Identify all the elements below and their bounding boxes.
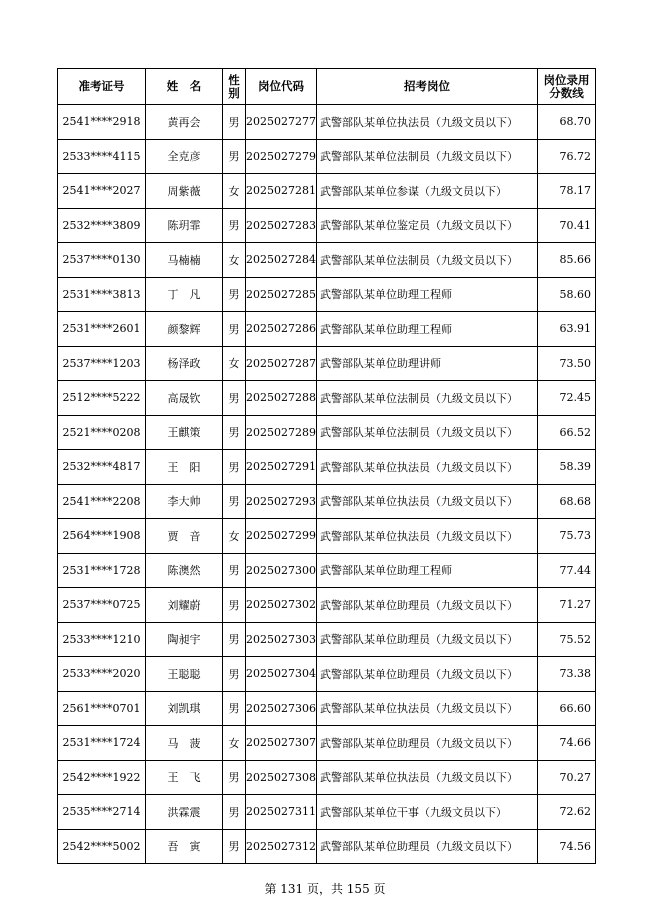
cell-gender: 男 bbox=[223, 760, 246, 795]
cell-gender: 男 bbox=[223, 277, 246, 312]
header-post-code: 岗位代码 bbox=[246, 69, 317, 105]
cell-post-code: 2025027299 bbox=[246, 519, 317, 554]
cell-post: 武警部队某单位助理员（九级文员以下） bbox=[317, 622, 538, 657]
cell-exam-id: 2531****1728 bbox=[58, 553, 146, 588]
table-row bbox=[58, 588, 596, 623]
page-number: 第 131 页，共 155 页 bbox=[264, 882, 386, 896]
cell-score: 58.60 bbox=[538, 277, 596, 312]
header-score-line-text: 岗位录用分数线 bbox=[543, 72, 590, 100]
header-gender-text: 性别 bbox=[228, 72, 240, 100]
cell-post-code: 2025027281 bbox=[246, 174, 317, 209]
cell-exam-id: 2541****2918 bbox=[58, 105, 146, 140]
table-row bbox=[58, 622, 596, 657]
cell-score: 58.39 bbox=[538, 450, 596, 485]
cell-post-code: 2025027289 bbox=[246, 415, 317, 450]
cell-post-code: 2025027293 bbox=[246, 484, 317, 519]
cell-gender: 女 bbox=[223, 726, 246, 761]
cell-score: 75.52 bbox=[538, 622, 596, 657]
table-header-row bbox=[58, 69, 596, 105]
cell-gender: 女 bbox=[223, 243, 246, 278]
cell-gender: 男 bbox=[223, 415, 246, 450]
cell-gender: 女 bbox=[223, 519, 246, 554]
cell-gender: 男 bbox=[223, 829, 246, 864]
cell-score: 72.62 bbox=[538, 795, 596, 830]
cell-gender: 男 bbox=[223, 622, 246, 657]
cell-score: 63.91 bbox=[538, 312, 596, 347]
cell-gender: 男 bbox=[223, 105, 246, 140]
cell-exam-id: 2532****4817 bbox=[58, 450, 146, 485]
cell-exam-id: 2537****1203 bbox=[58, 346, 146, 381]
cell-score: 74.66 bbox=[538, 726, 596, 761]
cell-exam-id: 2533****1210 bbox=[58, 622, 146, 657]
cell-exam-id: 2541****2027 bbox=[58, 174, 146, 209]
cell-name: 周紫薇 bbox=[146, 174, 223, 209]
cell-score: 70.41 bbox=[538, 208, 596, 243]
cell-exam-id: 2531****2601 bbox=[58, 312, 146, 347]
table-row bbox=[58, 243, 596, 278]
cell-post: 武警部队某单位法制员（九级文员以下） bbox=[317, 381, 538, 416]
cell-exam-id: 2521****0208 bbox=[58, 415, 146, 450]
cell-post: 武警部队某单位干事（九级文员以下） bbox=[317, 795, 538, 830]
cell-post: 武警部队某单位执法员（九级文员以下） bbox=[317, 450, 538, 485]
cell-exam-id: 2542****5002 bbox=[58, 829, 146, 864]
cell-post-code: 2025027288 bbox=[246, 381, 317, 416]
cell-name: 丁 凡 bbox=[146, 277, 223, 312]
cell-gender: 男 bbox=[223, 588, 246, 623]
cell-post-code: 2025027286 bbox=[246, 312, 317, 347]
table-row bbox=[58, 277, 596, 312]
cell-gender: 男 bbox=[223, 691, 246, 726]
cell-name: 王麒策 bbox=[146, 415, 223, 450]
cell-exam-id: 2535****2714 bbox=[58, 795, 146, 830]
cell-post-code: 2025027283 bbox=[246, 208, 317, 243]
cell-name: 王聪聪 bbox=[146, 657, 223, 692]
cell-name: 马楠楠 bbox=[146, 243, 223, 278]
cell-post: 武警部队某单位助理员（九级文员以下） bbox=[317, 588, 538, 623]
cell-name: 全克彦 bbox=[146, 139, 223, 174]
cell-name: 陈玥霏 bbox=[146, 208, 223, 243]
cell-name: 刘凯琪 bbox=[146, 691, 223, 726]
header-exam-id: 准考证号 bbox=[58, 69, 146, 105]
header-post: 招考岗位 bbox=[317, 69, 538, 105]
cell-exam-id: 2564****1908 bbox=[58, 519, 146, 554]
cell-post: 武警部队某单位参谋（九级文员以下） bbox=[317, 174, 538, 209]
cell-exam-id: 2542****1922 bbox=[58, 760, 146, 795]
table-row bbox=[58, 726, 596, 761]
table-row bbox=[58, 450, 596, 485]
cell-post-code: 2025027287 bbox=[246, 346, 317, 381]
cell-post: 武警部队某单位法制员（九级文员以下） bbox=[317, 139, 538, 174]
cell-exam-id: 2537****0130 bbox=[58, 243, 146, 278]
cell-name: 陈澳然 bbox=[146, 553, 223, 588]
cell-name: 王 阳 bbox=[146, 450, 223, 485]
cell-gender: 男 bbox=[223, 208, 246, 243]
table-row bbox=[58, 760, 596, 795]
cell-post-code: 2025027307 bbox=[246, 726, 317, 761]
cell-post-code: 2025027311 bbox=[246, 795, 317, 830]
cell-name: 马 菠 bbox=[146, 726, 223, 761]
table-row bbox=[58, 484, 596, 519]
cell-name: 刘耀蔚 bbox=[146, 588, 223, 623]
cell-post: 武警部队某单位执法员（九级文员以下） bbox=[317, 691, 538, 726]
table-row bbox=[58, 346, 596, 381]
cell-score: 70.27 bbox=[538, 760, 596, 795]
cell-post: 武警部队某单位执法员（九级文员以下） bbox=[317, 105, 538, 140]
cell-name: 洪霖震 bbox=[146, 795, 223, 830]
table-row bbox=[58, 174, 596, 209]
cell-post-code: 2025027302 bbox=[246, 588, 317, 623]
cell-post-code: 2025027312 bbox=[246, 829, 317, 864]
cell-post: 武警部队某单位助理员（九级文员以下） bbox=[317, 657, 538, 692]
table-row bbox=[58, 519, 596, 554]
cell-gender: 男 bbox=[223, 139, 246, 174]
table-row bbox=[58, 657, 596, 692]
cell-score: 85.66 bbox=[538, 243, 596, 278]
cell-score: 75.73 bbox=[538, 519, 596, 554]
cell-post: 武警部队某单位助理讲师 bbox=[317, 346, 538, 381]
cell-gender: 女 bbox=[223, 174, 246, 209]
cell-name: 陶昶宇 bbox=[146, 622, 223, 657]
cell-post-code: 2025027303 bbox=[246, 622, 317, 657]
cell-gender: 男 bbox=[223, 553, 246, 588]
cell-name: 杨泽政 bbox=[146, 346, 223, 381]
table-row bbox=[58, 312, 596, 347]
table-row bbox=[58, 105, 596, 140]
cell-name: 颜黎辉 bbox=[146, 312, 223, 347]
cell-post-code: 2025027277 bbox=[246, 105, 317, 140]
cell-score: 66.52 bbox=[538, 415, 596, 450]
cell-score: 78.17 bbox=[538, 174, 596, 209]
cell-exam-id: 2541****2208 bbox=[58, 484, 146, 519]
cell-name: 王 飞 bbox=[146, 760, 223, 795]
cell-name: 高晟钦 bbox=[146, 381, 223, 416]
cell-name: 黄再会 bbox=[146, 105, 223, 140]
cell-post-code: 2025027300 bbox=[246, 553, 317, 588]
cell-exam-id: 2531****3813 bbox=[58, 277, 146, 312]
cell-gender: 男 bbox=[223, 381, 246, 416]
cell-gender: 男 bbox=[223, 657, 246, 692]
cell-score: 72.45 bbox=[538, 381, 596, 416]
cell-post: 武警部队某单位法制员（九级文员以下） bbox=[317, 415, 538, 450]
cell-name: 李大帅 bbox=[146, 484, 223, 519]
cell-gender: 男 bbox=[223, 484, 246, 519]
cell-exam-id: 2537****0725 bbox=[58, 588, 146, 623]
cell-score: 68.68 bbox=[538, 484, 596, 519]
cell-post: 武警部队某单位执法员（九级文员以下） bbox=[317, 760, 538, 795]
cell-score: 74.56 bbox=[538, 829, 596, 864]
cell-post-code: 2025027285 bbox=[246, 277, 317, 312]
cell-gender: 男 bbox=[223, 795, 246, 830]
table-row bbox=[58, 208, 596, 243]
cell-exam-id: 2531****1724 bbox=[58, 726, 146, 761]
cell-post: 武警部队某单位助理工程师 bbox=[317, 277, 538, 312]
table-row bbox=[58, 829, 596, 864]
cell-score: 71.27 bbox=[538, 588, 596, 623]
table-row bbox=[58, 691, 596, 726]
cell-post-code: 2025027279 bbox=[246, 139, 317, 174]
results-table bbox=[57, 68, 596, 864]
header-gender bbox=[223, 69, 246, 105]
table-row bbox=[58, 415, 596, 450]
cell-exam-id: 2561****0701 bbox=[58, 691, 146, 726]
cell-name: 贾 音 bbox=[146, 519, 223, 554]
cell-exam-id: 2532****3809 bbox=[58, 208, 146, 243]
cell-exam-id: 2512****5222 bbox=[58, 381, 146, 416]
cell-post-code: 2025027308 bbox=[246, 760, 317, 795]
cell-score: 73.50 bbox=[538, 346, 596, 381]
cell-post-code: 2025027306 bbox=[246, 691, 317, 726]
header-name: 姓 名 bbox=[146, 69, 223, 105]
cell-exam-id: 2533****4115 bbox=[58, 139, 146, 174]
cell-gender: 男 bbox=[223, 312, 246, 347]
cell-post-code: 2025027284 bbox=[246, 243, 317, 278]
cell-post: 武警部队某单位助理工程师 bbox=[317, 312, 538, 347]
cell-gender: 男 bbox=[223, 450, 246, 485]
cell-score: 77.44 bbox=[538, 553, 596, 588]
table-row bbox=[58, 381, 596, 416]
cell-name: 吾 寅 bbox=[146, 829, 223, 864]
cell-score: 73.38 bbox=[538, 657, 596, 692]
cell-gender: 女 bbox=[223, 346, 246, 381]
cell-post: 武警部队某单位法制员（九级文员以下） bbox=[317, 243, 538, 278]
cell-score: 66.60 bbox=[538, 691, 596, 726]
cell-post-code: 2025027291 bbox=[246, 450, 317, 485]
cell-post: 武警部队某单位助理工程师 bbox=[317, 553, 538, 588]
cell-post: 武警部队某单位执法员（九级文员以下） bbox=[317, 519, 538, 554]
cell-post: 武警部队某单位执法员（九级文员以下） bbox=[317, 484, 538, 519]
cell-score: 68.70 bbox=[538, 105, 596, 140]
cell-post: 武警部队某单位助理员（九级文员以下） bbox=[317, 726, 538, 761]
cell-post: 武警部队某单位助理员（九级文员以下） bbox=[317, 829, 538, 864]
cell-post: 武警部队某单位鉴定员（九级文员以下） bbox=[317, 208, 538, 243]
header-score-line bbox=[538, 69, 596, 105]
table-row bbox=[58, 139, 596, 174]
cell-exam-id: 2533****2020 bbox=[58, 657, 146, 692]
table-row bbox=[58, 553, 596, 588]
cell-score: 76.72 bbox=[538, 139, 596, 174]
table-row bbox=[58, 795, 596, 830]
cell-post-code: 2025027304 bbox=[246, 657, 317, 692]
